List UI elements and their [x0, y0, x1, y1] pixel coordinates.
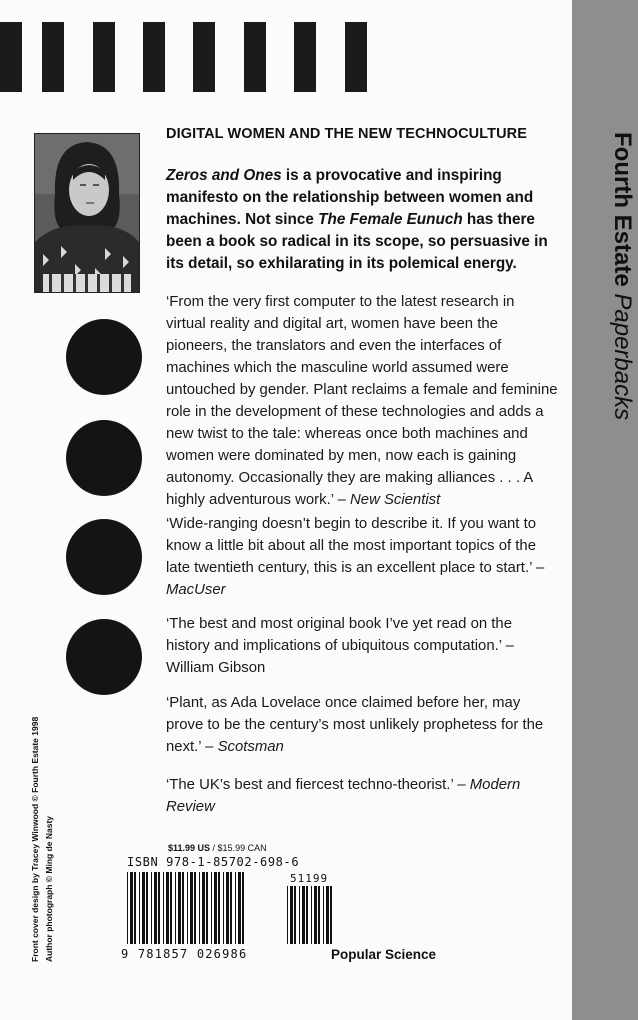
spine-text: [608, 132, 636, 420]
review-quote: [166, 291, 558, 511]
quote-source: Modern Review: [166, 777, 521, 815]
barcode-bar: [163, 872, 164, 944]
intro-text: is a provocative and inspiring manifesto on the relationship between women and machines. Not since: [166, 167, 534, 228]
barcode-bar: [238, 872, 241, 944]
barcode-addon: 51199: [290, 872, 329, 885]
barcode-bar: [175, 872, 176, 944]
barcode-bar: [211, 872, 212, 944]
barcode-bar: [130, 872, 133, 944]
author-photo: [34, 133, 140, 293]
intro-paragraph: [166, 165, 556, 275]
barcode-bar: [318, 886, 320, 944]
barcode-bar: [214, 872, 217, 944]
decorative-dot: [66, 319, 142, 395]
barcode-bar: [235, 872, 236, 944]
barcode-bar: [154, 872, 157, 944]
barcode-bar: [314, 886, 317, 944]
barcode-bar: [330, 886, 332, 944]
barcode-bar: [302, 886, 305, 944]
barcode-bar: [323, 886, 324, 944]
barcode-bar: [166, 872, 169, 944]
quote-source: MacUser: [166, 582, 226, 598]
decorative-bar: [244, 22, 266, 92]
blurb-heading: DIGITAL WOMEN AND THE NEW TECHNOCULTURE: [166, 126, 528, 142]
barcode-bar: [190, 872, 193, 944]
barcode-bar: [242, 872, 244, 944]
barcode-bar: [218, 872, 220, 944]
barcode-bar: [226, 872, 229, 944]
decorative-bar: [93, 22, 115, 92]
isbn: ISBN 978-1-85702-698-6: [127, 855, 300, 869]
review-quote: [166, 613, 558, 679]
review-quote: [166, 774, 558, 818]
barcode-bar: [170, 872, 172, 944]
quote-text: ‘Plant, as Ada Lovelace once claimed before her, may prove to be the century’s most unlikely prophetess for the next.’ –: [166, 695, 544, 755]
decorative-dot: [66, 420, 142, 496]
photo-credit: Author photograph © Ming de Nasty: [44, 815, 54, 962]
barcode-bar: [178, 872, 181, 944]
decorative-bar: [42, 22, 64, 92]
barcode-bar: [199, 872, 200, 944]
credits: [28, 717, 56, 962]
quote-text: ‘Wide-ranging doesn’t begin to describe it. If you want to know a little bit about all the most important topics of the late twentieth century, this is an excellent place to start.’ –: [166, 516, 545, 576]
decorative-bar: [294, 22, 316, 92]
decorative-dot: [66, 619, 142, 695]
barcode-bar: [158, 872, 160, 944]
review-quote: [166, 692, 558, 758]
barcode-bar: [194, 872, 196, 944]
intro-text: has there been a book so radical in its scope, so persuasive in its detail, so exhilarating in its polemical energy.: [166, 211, 548, 272]
barcode-bar: [290, 886, 293, 944]
cover-design-credit: Front cover design by Tracey Winwood © Fourth Estate 1998: [30, 716, 40, 962]
barcode-bar: [306, 886, 308, 944]
barcode-bar: [127, 872, 128, 944]
barcode-digits: 9 781857 026986: [121, 947, 248, 961]
price-can: / $15.99 CAN: [210, 843, 267, 853]
category-label: Popular Science: [331, 947, 437, 962]
barcode-bar: [299, 886, 300, 944]
imprint-name: Paperbacks: [609, 293, 636, 421]
decorative-dot: [66, 519, 142, 595]
quote-source: Scotsman: [217, 739, 284, 755]
quote-source: New Scientist: [350, 492, 441, 508]
barcode-bar: [230, 872, 232, 944]
barcode-bar: [202, 872, 205, 944]
barcode-bar: [142, 872, 145, 944]
barcode-bar: [146, 872, 148, 944]
barcode-bar: [326, 886, 329, 944]
referenced-title: The Female Eunuch: [318, 211, 463, 228]
decorative-bar: [0, 22, 22, 92]
barcode-bar: [139, 872, 140, 944]
publisher-name: Fourth Estate: [609, 132, 636, 287]
barcode-bar: [134, 872, 136, 944]
quote-source: William Gibson: [166, 660, 266, 676]
barcode-bar: [182, 872, 184, 944]
barcode-bar: [294, 886, 296, 944]
barcode-bar: [187, 872, 188, 944]
barcode-bar: [287, 886, 288, 944]
decorative-bar: [345, 22, 367, 92]
barcode-bar: [223, 872, 224, 944]
quote-text: ‘From the very first computer to the latest research in virtual reality and digital art, women have been the pioneers, the translators and even the interfaces of machines which the masculine world assumed were untouched by gender. Plant reclaims a female and feminine role in the development of these technologies and adds a new twist to the tale: whereas once both machines and women were dominated by men, now each is gaining autonomy. Occasionally they are making alliances . . . A highly adventurous work.’ –: [166, 294, 558, 508]
barcode-bar: [311, 886, 312, 944]
decorative-bar: [143, 22, 165, 92]
barcode-bar: [206, 872, 208, 944]
decorative-bar: [193, 22, 215, 92]
quote-text: ‘The best and most original book I’ve yet read on the history and implications of ubiquitous computation.’ –: [166, 616, 514, 654]
price: [168, 843, 267, 853]
barcode-bar: [151, 872, 152, 944]
review-quote: [166, 513, 558, 601]
price-us: $11.99 US: [168, 843, 211, 853]
quote-text: ‘The UK’s best and fiercest techno-theorist.’ –: [166, 777, 470, 793]
book-title: Zeros and Ones: [166, 167, 282, 184]
